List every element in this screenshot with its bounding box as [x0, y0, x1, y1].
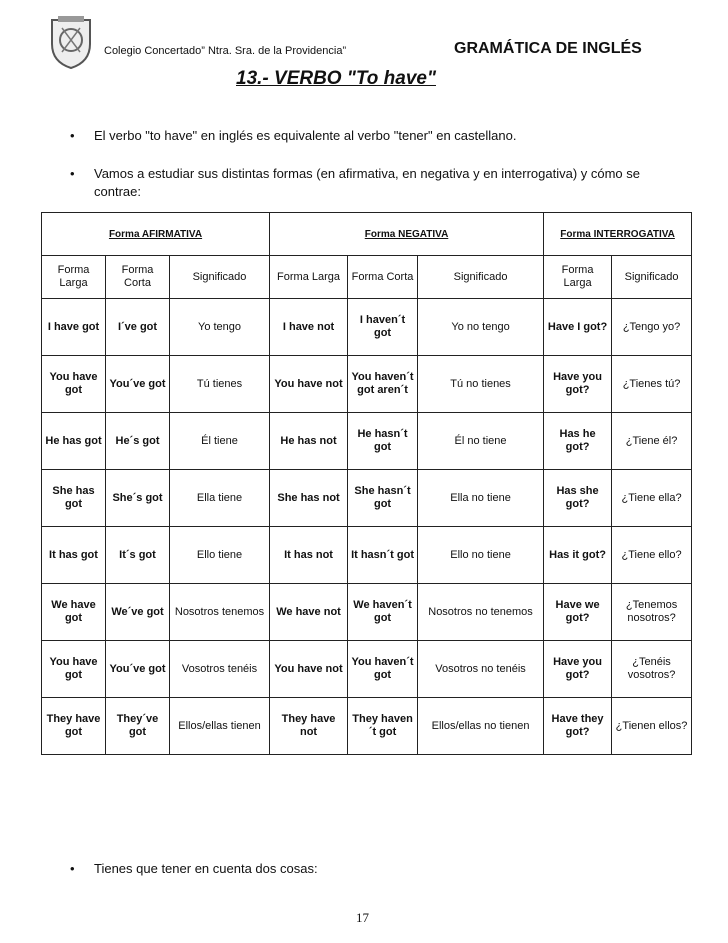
table-cell: ¿Tienen ellos? [612, 698, 692, 755]
subject-title: GRAMÁTICA DE INGLÉS [454, 40, 642, 57]
column-header: Forma Larga [544, 256, 612, 299]
table-cell: She hasn´t got [348, 470, 418, 527]
section-affirmative: Forma AFIRMATIVA [42, 213, 270, 256]
table-row [42, 641, 692, 698]
table-cell: Ellos/ellas tienen [170, 698, 270, 755]
table-cell: She´s got [106, 470, 170, 527]
school-crest-logo [48, 14, 94, 70]
table-cell: You have not [270, 356, 348, 413]
table-cell: ¿Tiene ello? [612, 527, 692, 584]
table-cell: She has not [270, 470, 348, 527]
bullet-dot-icon: • [70, 128, 75, 143]
table-cell: Él tiene [170, 413, 270, 470]
table-cell: ¿Tengo yo? [612, 299, 692, 356]
table-cell: It hasn´t got [348, 527, 418, 584]
table-cell: Vosotros no tenéis [418, 641, 544, 698]
table-cell: We haven´t got [348, 584, 418, 641]
table-cell: ¿Tienes tú? [612, 356, 692, 413]
table-cell: You´ve got [106, 641, 170, 698]
bullet-text: El verbo "to have" en inglés es equivalente al verbo "tener" en castellano. [94, 128, 517, 143]
column-header: Significado [612, 256, 692, 299]
table-cell: Has it got? [544, 527, 612, 584]
table-cell: Él no tiene [418, 413, 544, 470]
school-name: Colegio Concertado” Ntra. Sra. de la Providencia” [104, 45, 347, 57]
table-row [42, 470, 692, 527]
table-cell: You have got [42, 641, 106, 698]
table-cell: Ello tiene [170, 527, 270, 584]
table-row [42, 299, 692, 356]
section-header-row [42, 213, 692, 256]
table-cell: ¿Tenemos nosotros? [612, 584, 692, 641]
table-cell: She has got [42, 470, 106, 527]
table-row [42, 584, 692, 641]
table-cell: You´ve got [106, 356, 170, 413]
table-cell: Nosotros no tenemos [418, 584, 544, 641]
table-cell: We´ve got [106, 584, 170, 641]
table-cell: We have not [270, 584, 348, 641]
table-cell: I´ve got [106, 299, 170, 356]
table-row [42, 356, 692, 413]
page-title: 13.- VERBO "To have" [236, 68, 436, 89]
bullet-text: Vamos a estudiar sus distintas formas (en afirmativa, en negativa y en interrogativa) y cómo se contrae: [94, 166, 641, 199]
bullet-text: Tienes que tener en cuenta dos cosas: [94, 861, 318, 876]
table-cell: Ella tiene [170, 470, 270, 527]
table-cell: Have you got? [544, 641, 612, 698]
table-cell: Ello no tiene [418, 527, 544, 584]
table-cell: Ellos/ellas no tienen [418, 698, 544, 755]
column-header: Forma Corta [348, 256, 418, 299]
table-cell: They have not [270, 698, 348, 755]
table-cell: Tú no tienes [418, 356, 544, 413]
column-header-row [42, 256, 692, 299]
table-cell: Have they got? [544, 698, 612, 755]
table-cell: Have I got? [544, 299, 612, 356]
table-cell: We have got [42, 584, 106, 641]
column-header: Forma Larga [42, 256, 106, 299]
table-cell: It has not [270, 527, 348, 584]
table-cell: Have we got? [544, 584, 612, 641]
table-cell: Nosotros tenemos [170, 584, 270, 641]
table-cell: Ella no tiene [418, 470, 544, 527]
column-header: Forma Corta [106, 256, 170, 299]
table-cell: Vosotros tenéis [170, 641, 270, 698]
table-cell: You have not [270, 641, 348, 698]
column-header: Significado [170, 256, 270, 299]
table-cell: I have got [42, 299, 106, 356]
table-cell: Tú tienes [170, 356, 270, 413]
table-cell: They haven´t got [348, 698, 418, 755]
table-cell: They´ve got [106, 698, 170, 755]
table-row [42, 413, 692, 470]
table-cell: He hasn´t got [348, 413, 418, 470]
table-cell: You haven´t got [348, 641, 418, 698]
table-cell: You haven´t got aren´t [348, 356, 418, 413]
section-negative: Forma NEGATIVA [270, 213, 544, 256]
table-cell: He has got [42, 413, 106, 470]
table-cell: He has not [270, 413, 348, 470]
table-cell: ¿Tenéis vosotros? [612, 641, 692, 698]
verb-table [41, 212, 692, 755]
table-cell: He´s got [106, 413, 170, 470]
bullet-dot-icon: • [70, 861, 75, 876]
table-cell: I haven´t got [348, 299, 418, 356]
table-cell: Yo tengo [170, 299, 270, 356]
column-header: Forma Larga [270, 256, 348, 299]
table-cell: ¿Tiene ella? [612, 470, 692, 527]
table-cell: ¿Tiene él? [612, 413, 692, 470]
section-interrogative: Forma INTERROGATIVA [544, 213, 692, 256]
table-row [42, 698, 692, 755]
table-cell: Have you got? [544, 356, 612, 413]
table-row [42, 527, 692, 584]
table-cell: Yo no tengo [418, 299, 544, 356]
table-cell: Has he got? [544, 413, 612, 470]
table-cell: It´s got [106, 527, 170, 584]
table-cell: I have not [270, 299, 348, 356]
table-cell: It has got [42, 527, 106, 584]
table-cell: You have got [42, 356, 106, 413]
page-number: 17 [356, 910, 369, 925]
bullet-dot-icon: • [70, 166, 75, 181]
column-header: Significado [418, 256, 544, 299]
table-cell: Has she got? [544, 470, 612, 527]
table-cell: They have got [42, 698, 106, 755]
